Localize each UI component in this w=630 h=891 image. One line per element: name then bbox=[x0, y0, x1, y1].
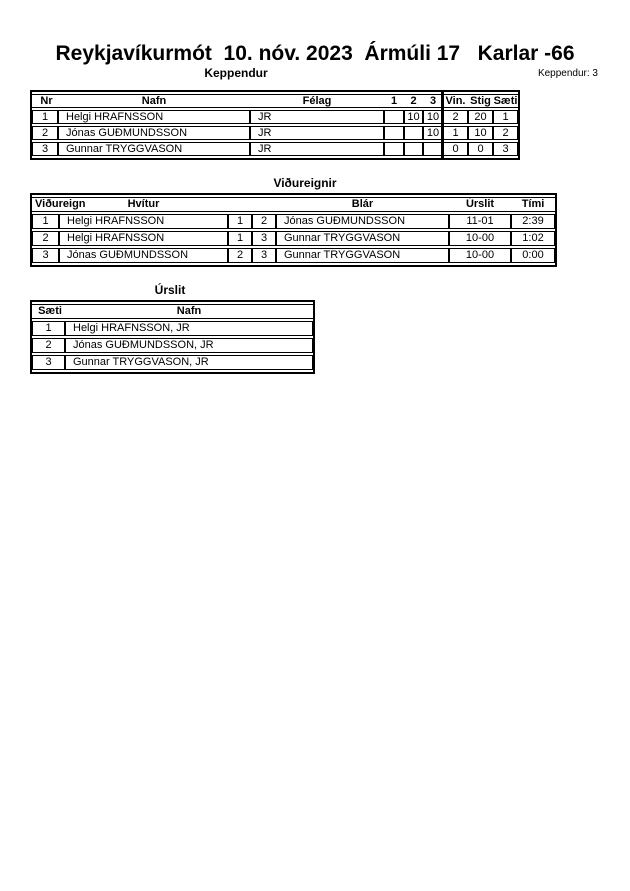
cell-hvitur: Jónas GUÐMUNDSSON bbox=[59, 248, 228, 263]
cell-blar: Gunnar TRYGGVASON bbox=[276, 248, 449, 263]
cell-felag: JR bbox=[250, 142, 384, 156]
table-row bbox=[32, 126, 518, 140]
cell-hvitur-nr: 2 bbox=[228, 248, 252, 263]
cell-saeti: 3 bbox=[493, 142, 518, 156]
cell-hvitur-nr: 1 bbox=[228, 231, 252, 246]
cell-round1 bbox=[384, 126, 404, 140]
cell-stig: 10 bbox=[468, 126, 493, 140]
section-title-keppendur: Keppendur bbox=[204, 66, 268, 80]
cell-felag: JR bbox=[250, 110, 384, 124]
cell-hvitur: Helgi HRAFNSSON bbox=[59, 231, 228, 246]
cell-blar-nr: 3 bbox=[252, 248, 276, 263]
table-row bbox=[32, 321, 313, 336]
cell-timi: 2:39 bbox=[511, 214, 555, 229]
col-header-vin: Vin. bbox=[443, 94, 468, 108]
cell-nafn: Jónas GUÐMUNDSSON, JR bbox=[65, 338, 313, 353]
cell-stig: 20 bbox=[468, 110, 493, 124]
cell-round2 bbox=[404, 126, 423, 140]
col-header-saeti: Sæti bbox=[32, 304, 65, 319]
cell-nafn: Jónas GUÐMUNDSSON bbox=[58, 126, 250, 140]
col-header-stig: Stig bbox=[468, 94, 493, 108]
cell-match-nr: 1 bbox=[32, 214, 59, 229]
table-row bbox=[32, 231, 555, 246]
table-header-row bbox=[32, 304, 313, 319]
cell-saeti: 2 bbox=[32, 338, 65, 353]
cell-urslit: 10-00 bbox=[449, 248, 511, 263]
cell-timi: 1:02 bbox=[511, 231, 555, 246]
page-title: Reykjavíkurmót 10. nóv. 2023 Ármúli 17 Karlar -66 bbox=[55, 42, 575, 65]
col-header-round1: 1 bbox=[384, 94, 404, 108]
table-row bbox=[32, 110, 518, 124]
cell-round2 bbox=[404, 142, 423, 156]
col-header-blar: Blár bbox=[276, 197, 449, 212]
col-header-round3: 3 bbox=[423, 94, 443, 108]
cell-vin: 1 bbox=[443, 126, 468, 140]
cell-nafn: Gunnar TRYGGVASON bbox=[58, 142, 250, 156]
cell-round1 bbox=[384, 142, 404, 156]
cell-nr: 2 bbox=[32, 126, 58, 140]
table-header-row bbox=[32, 94, 518, 108]
cell-hvitur: Helgi HRAFNSSON bbox=[59, 214, 228, 229]
cell-nafn: Helgi HRAFNSSON, JR bbox=[65, 321, 313, 336]
col-header-round2: 2 bbox=[404, 94, 423, 108]
cell-round3: 10 bbox=[423, 110, 443, 124]
cell-saeti: 1 bbox=[493, 110, 518, 124]
col-header-saeti: Sæti bbox=[493, 95, 518, 107]
col-header-nr: Nr bbox=[32, 94, 58, 108]
table-row bbox=[32, 248, 555, 263]
col-header-timi: Tími bbox=[511, 197, 555, 212]
table-header-row bbox=[32, 197, 555, 212]
table-group-divider bbox=[441, 90, 444, 159]
col-header-nafn: Nafn bbox=[58, 94, 250, 108]
cell-nr: 1 bbox=[32, 110, 58, 124]
col-header-vidureign: Viðureign bbox=[32, 197, 59, 212]
cell-vin: 2 bbox=[443, 110, 468, 124]
cell-round1 bbox=[384, 110, 404, 124]
col-header-blar-nr bbox=[252, 197, 276, 212]
cell-match-nr: 2 bbox=[32, 231, 59, 246]
table-row bbox=[32, 355, 313, 370]
competitors-table bbox=[30, 90, 520, 160]
results-table bbox=[30, 300, 315, 374]
cell-round2: 10 bbox=[404, 110, 423, 124]
table-row bbox=[32, 338, 313, 353]
cell-vin: 0 bbox=[443, 142, 468, 156]
cell-nafn: Helgi HRAFNSSON bbox=[58, 110, 250, 124]
cell-timi: 0:00 bbox=[511, 248, 555, 263]
col-header-hvitur: Hvítur bbox=[59, 197, 228, 212]
cell-round3 bbox=[423, 142, 443, 156]
cell-stig: 0 bbox=[468, 142, 493, 156]
section-title-urslit: Úrslit bbox=[154, 283, 186, 297]
cell-urslit: 10-00 bbox=[449, 231, 511, 246]
cell-nafn: Gunnar TRYGGVASON, JR bbox=[65, 355, 313, 370]
col-header-urslit: Úrslit bbox=[449, 197, 511, 212]
cell-blar-nr: 3 bbox=[252, 231, 276, 246]
cell-nr: 3 bbox=[32, 142, 58, 156]
cell-round3: 10 bbox=[423, 126, 443, 140]
competitor-count: Keppendur: 3 bbox=[537, 68, 598, 79]
cell-blar-nr: 2 bbox=[252, 214, 276, 229]
cell-hvitur-nr: 1 bbox=[228, 214, 252, 229]
cell-urslit: 11-01 bbox=[449, 214, 511, 229]
cell-saeti: 1 bbox=[32, 321, 65, 336]
col-header-felag: Félag bbox=[250, 94, 384, 108]
matches-table bbox=[30, 193, 557, 267]
col-header-hvitur-nr bbox=[228, 197, 252, 212]
section-title-vidureignir: Viðureignir bbox=[273, 176, 337, 190]
table-row bbox=[32, 214, 555, 229]
cell-saeti: 2 bbox=[493, 126, 518, 140]
cell-saeti: 3 bbox=[32, 355, 65, 370]
cell-blar: Jónas GUÐMUNDSSON bbox=[276, 214, 449, 229]
cell-blar: Gunnar TRYGGVASON bbox=[276, 231, 449, 246]
cell-match-nr: 3 bbox=[32, 248, 59, 263]
cell-felag: JR bbox=[250, 126, 384, 140]
col-header-nafn: Nafn bbox=[65, 304, 313, 319]
table-row bbox=[32, 142, 518, 156]
